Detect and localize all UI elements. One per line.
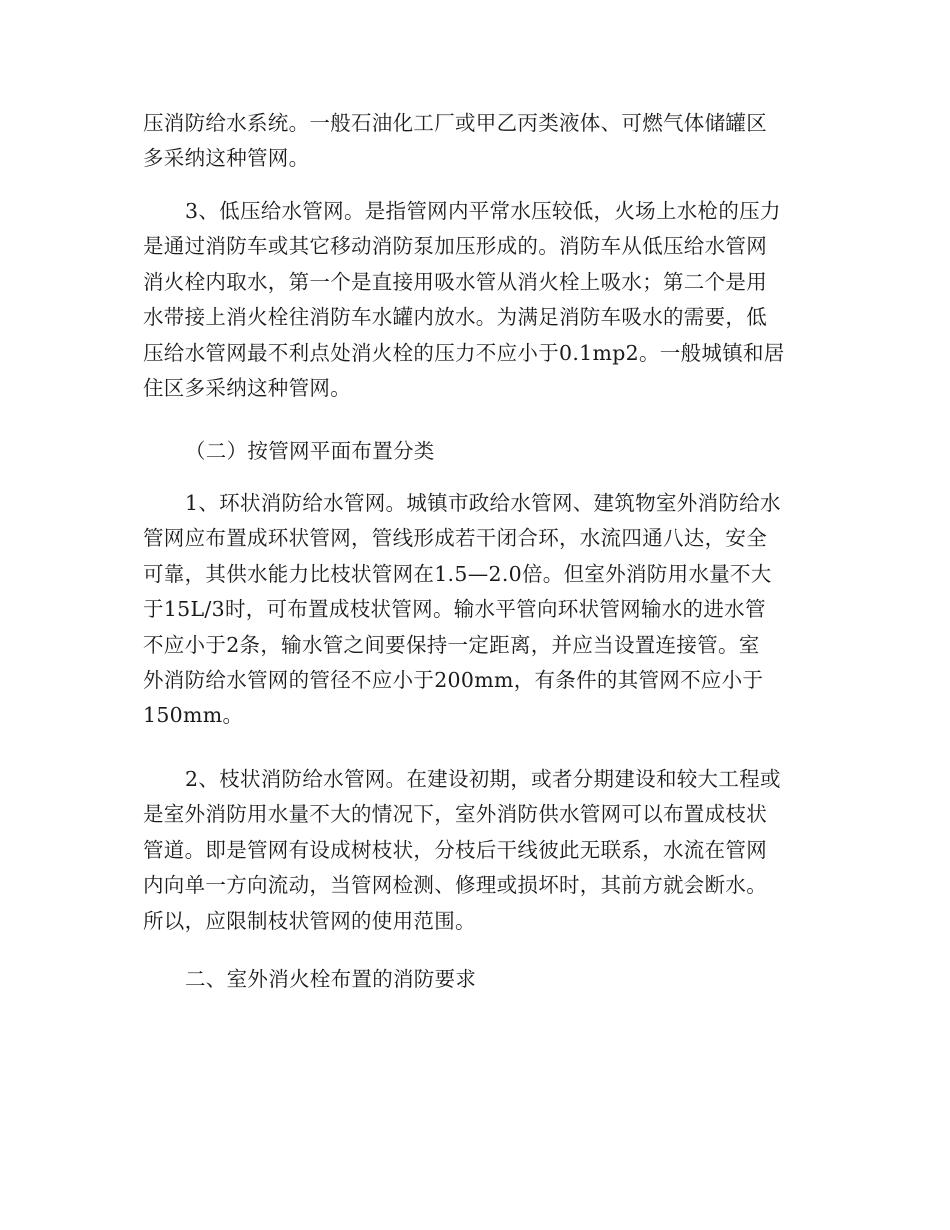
text-line: 管网应布置成环状管网，管线形成若干闭合环，水流四通八达，安全	[143, 526, 767, 551]
section-heading: 二、室外消火栓布置的消防要求	[185, 967, 477, 991]
text-line: 可靠，其供水能力比枝状管网在1.5—2.0倍。但室外消防用水量不大	[143, 561, 772, 586]
text-line: 管道。即是管网有设成树枝状，分枝后干线彼此无联系，水流在管网	[143, 837, 767, 862]
text-line: 是室外消防用水量不大的情况下，室外消防供水管网可以布置成枝状	[143, 802, 767, 827]
paragraph-low-pressure-network	[143, 194, 808, 406]
text-line: 不应小于2条，输水管之间要保持一定距离，并应当设置连接管。室	[143, 632, 760, 657]
text-line: 是通过消防车或其它移动消防泵加压形成的。消防车从低压给水管网	[143, 234, 767, 259]
text-line: 2、枝状消防给水管网。在建设初期，或者分期建设和较大工程或	[185, 767, 781, 791]
text-line: 消火栓内取水，第一个是直接用吸水管从消火栓上吸水；第二个是用	[143, 269, 767, 294]
section-heading-hydrant-requirements	[143, 962, 808, 997]
text-line: 内向单一方向流动，当管网检测、修理或损坏时，其前方就会断水。	[143, 873, 767, 898]
text-line: 压消防给水系统。一般石油化工厂或甲乙丙类液体、可燃气体储罐区	[143, 111, 767, 135]
paragraph-continuation	[143, 106, 808, 177]
text-line: 多采纳这种管网。	[143, 146, 310, 171]
text-line: 压给水管网最不利点处消火栓的压力不应小于0.1mp2。一般城镇和居	[143, 340, 785, 365]
section-heading: （二）按管网平面布置分类	[185, 439, 435, 463]
text-line: 水带接上消火栓往消防车水罐内放水。为满足消防车吸水的需要，低	[143, 305, 767, 330]
paragraph-branch-network	[143, 762, 808, 939]
section-heading-layout-classification	[143, 434, 808, 469]
text-line: 1、环状消防给水管网。城镇市政给水管网、建筑物室外消防给水	[185, 491, 781, 515]
text-line: 住区多采纳这种管网。	[143, 375, 351, 400]
text-line: 150mm。	[143, 703, 244, 728]
text-line: 3、低压给水管网。是指管网内平常水压较低，火场上水枪的压力	[185, 199, 781, 223]
text-line: 所以，应限制枝状管网的使用范围。	[143, 908, 476, 933]
text-line: 外消防给水管网的管径不应小于200mm，有条件的其管网不应小于	[143, 667, 764, 692]
text-line: 于15L/3时，可布置成枝状管网。输水平管向环状管网输水的进水管	[143, 597, 766, 622]
paragraph-ring-network	[143, 486, 808, 734]
